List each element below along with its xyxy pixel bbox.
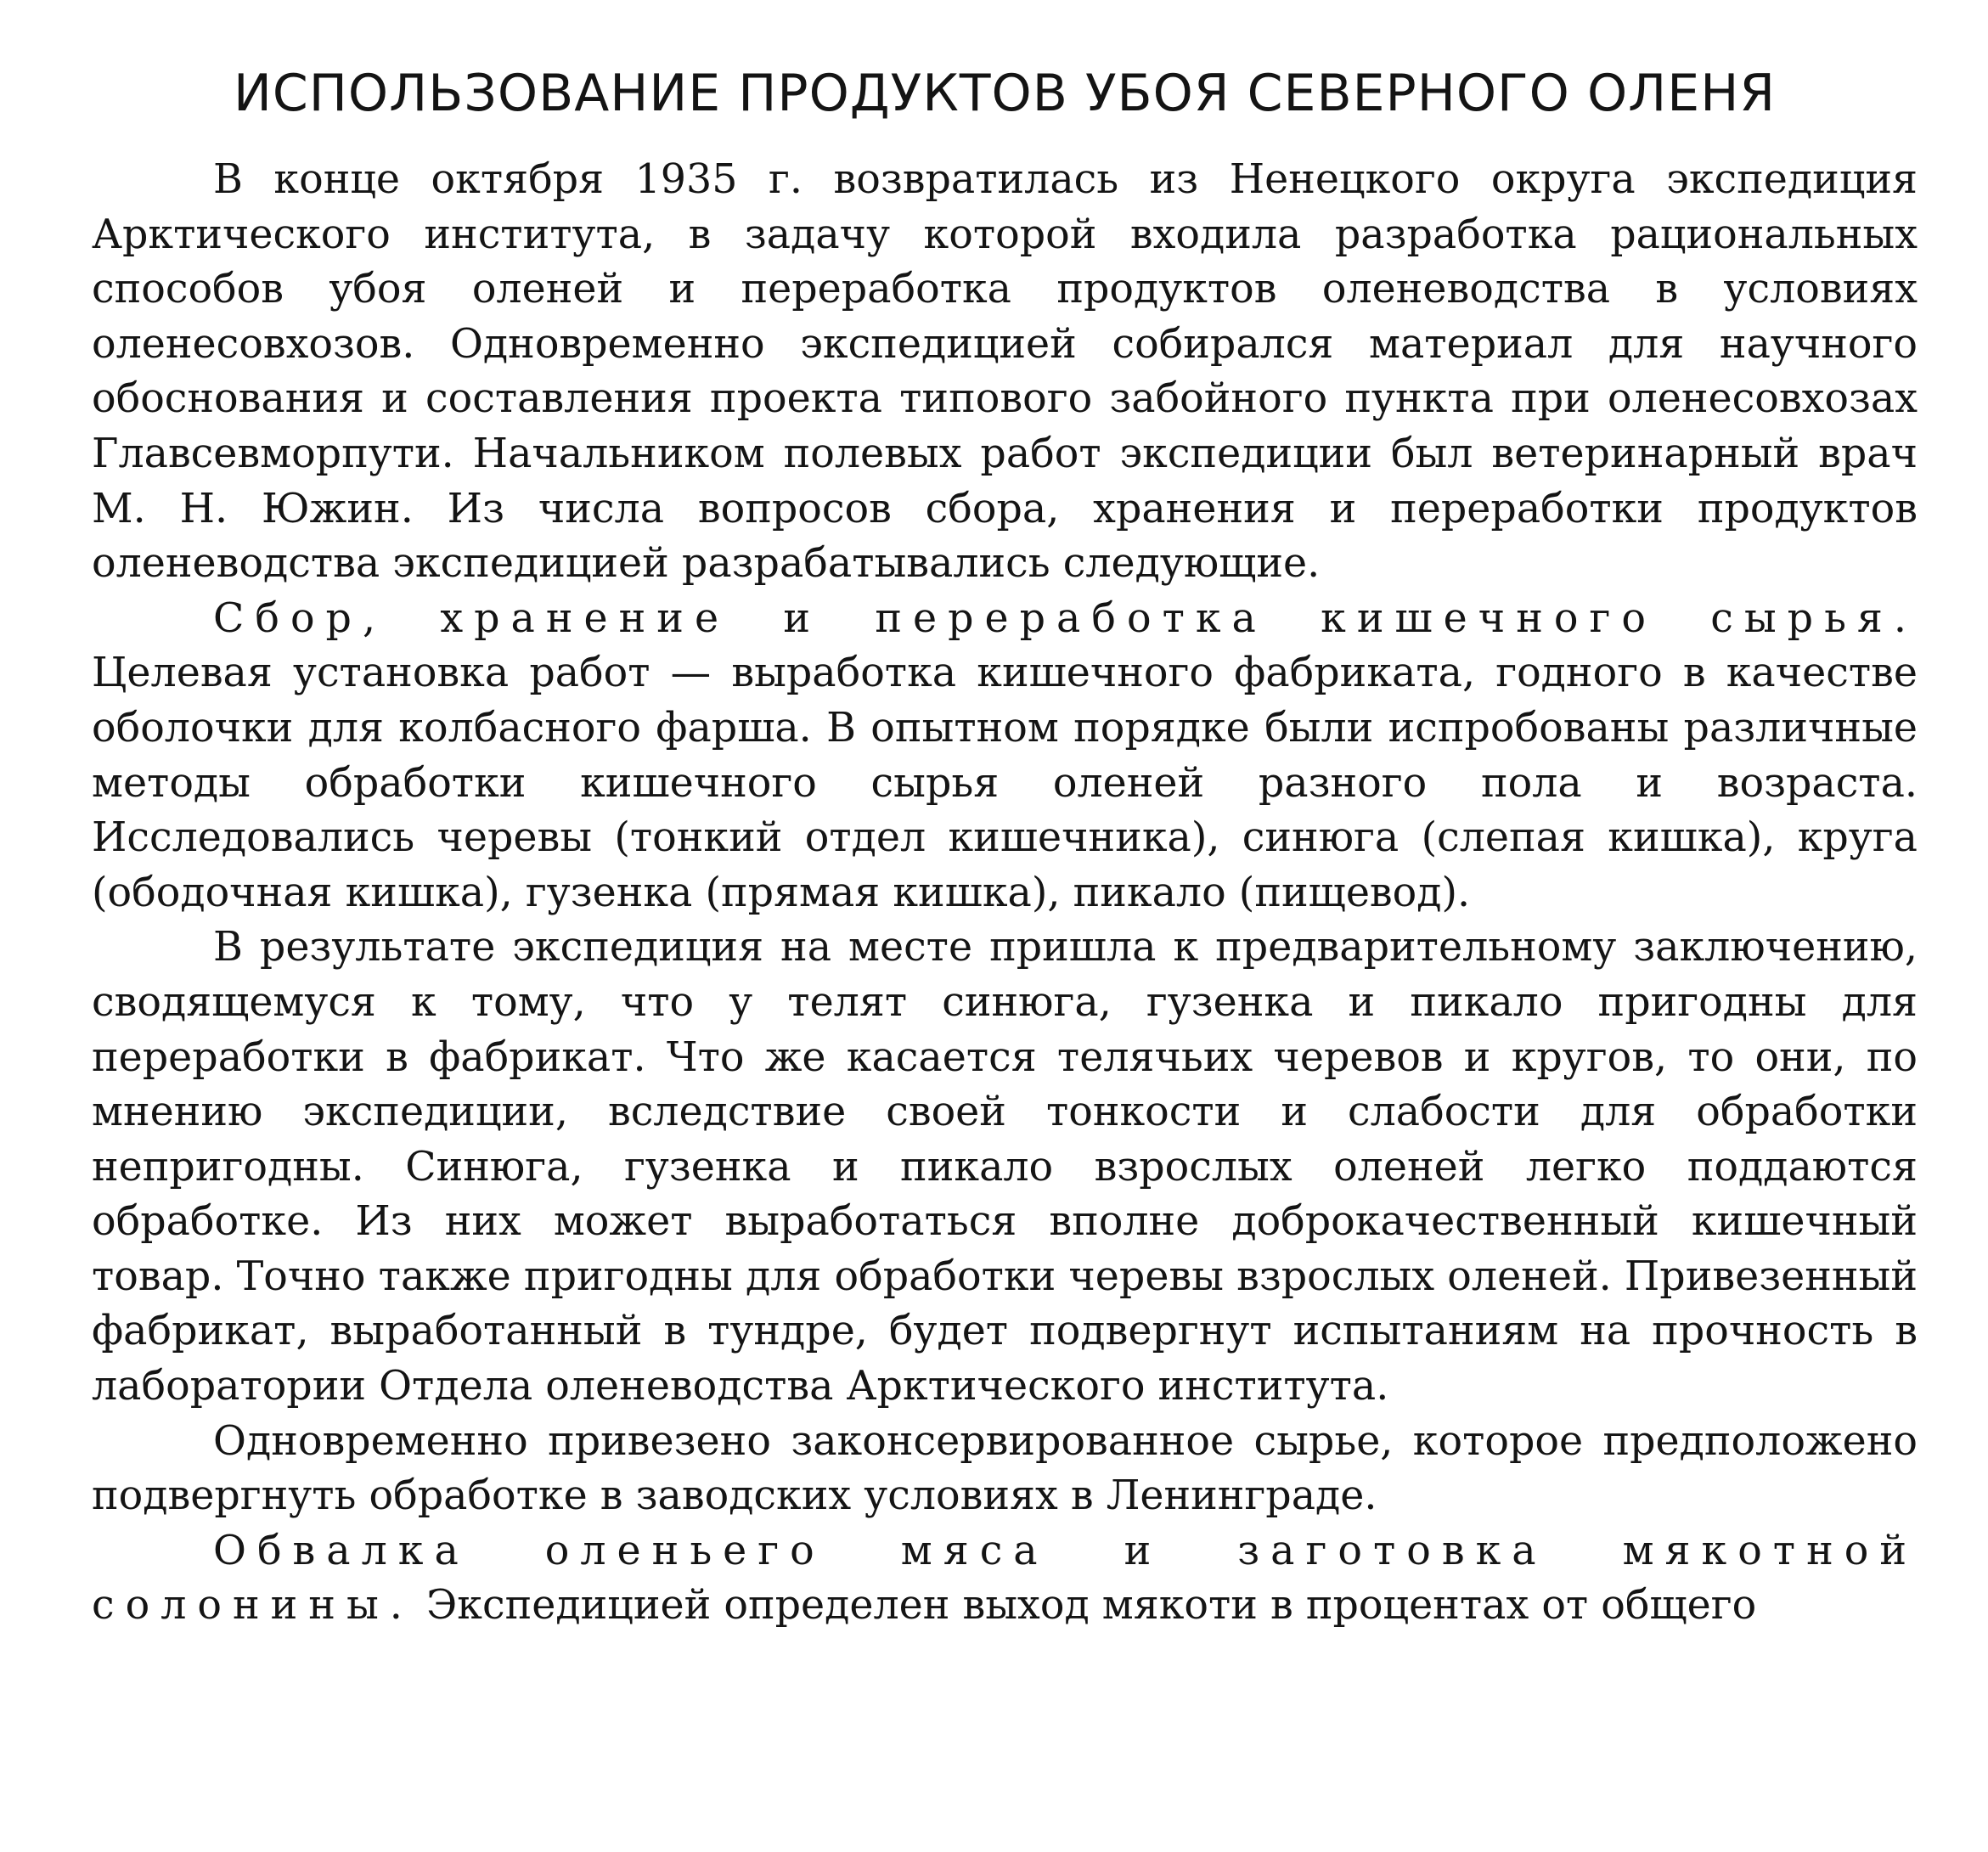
document-page xyxy=(92,59,1918,1634)
paragraph-3: В результате экспедиция на месте пришла к предварительному заключению, сводящемуся к тому, что у телят синюга, гузенка и пикало пригодны для переработки в фабрикат. Что же касается телячьих черевов и кругов, то они, по мнению экспедиции, вследствие своей тонкости и слабости для обработки непригодны. Синюга, гузенка и пикало взрослых оленей легко поддаются обработке. Из них может выработаться вполне доброкачественный кишечный товар. Точно также пригодны для обработки черевы взрослых оленей. Привезенный фабрикат, выработанный в тундре, будет подвергнут испытаниям на прочность в лаборатории Отдела оленеводства Арктического института. xyxy=(92,924,1918,1410)
section-heading-meat-deboning: Обвалка оленьего мяса и заготовка мякотной солонины. xyxy=(92,1527,1918,1630)
paragraph-4: Одновременно привезено законсервированное сырье, которое предположено подвергнуть обработке в заводских условиях в Ленинграде. xyxy=(92,1417,1918,1520)
paragraph-1: В конце октября 1935 г. возвратилась из Ненецкого округа экспедиция Арктического института, в задачу которой входила разработка рациональных способов убоя оленей и переработка продуктов оленеводства в условиях оленесовхозов. Одновременно экспедицией собирался материал для научного обоснования и составления проекта типового забойного пункта при оленесовхозах Главсевморпути. Начальником полевых работ экспедиции был ветеринарный врач М. Н. Южин. Из числа вопросов сбора, хранения и переработки продуктов оленеводства экспедицией разрабатывались следующие. xyxy=(92,156,1918,588)
paragraph-2-text: Целевая установка работ — выработка кишечного фабриката, годного в качестве оболочки для колбасного фарша. В опытном порядке были испробованы различные методы обработки кишечного сырья оленей разного пола и возраста. Исследовались черевы (тонкий отдел кишечника), синюга (слепая кишка), круга (ободочная кишка), гузенка (прямая кишка), пикало (пищевод). xyxy=(92,650,1918,916)
paragraph-5-text: Экспедицией определен выход мякоти в процентах от общего xyxy=(413,1582,1757,1630)
article-title: ИСПОЛЬЗОВАНИЕ ПРОДУКТОВ УБОЯ СЕВЕРНОГО ОЛЕНЯ xyxy=(233,64,1777,123)
paragraph-2 xyxy=(92,592,1918,921)
paragraph-5 xyxy=(92,1524,1918,1634)
article-body xyxy=(92,153,1918,1634)
section-heading-intestinal-raw: Сбор, хранение и переработка кишечного сырья. xyxy=(213,594,1918,642)
